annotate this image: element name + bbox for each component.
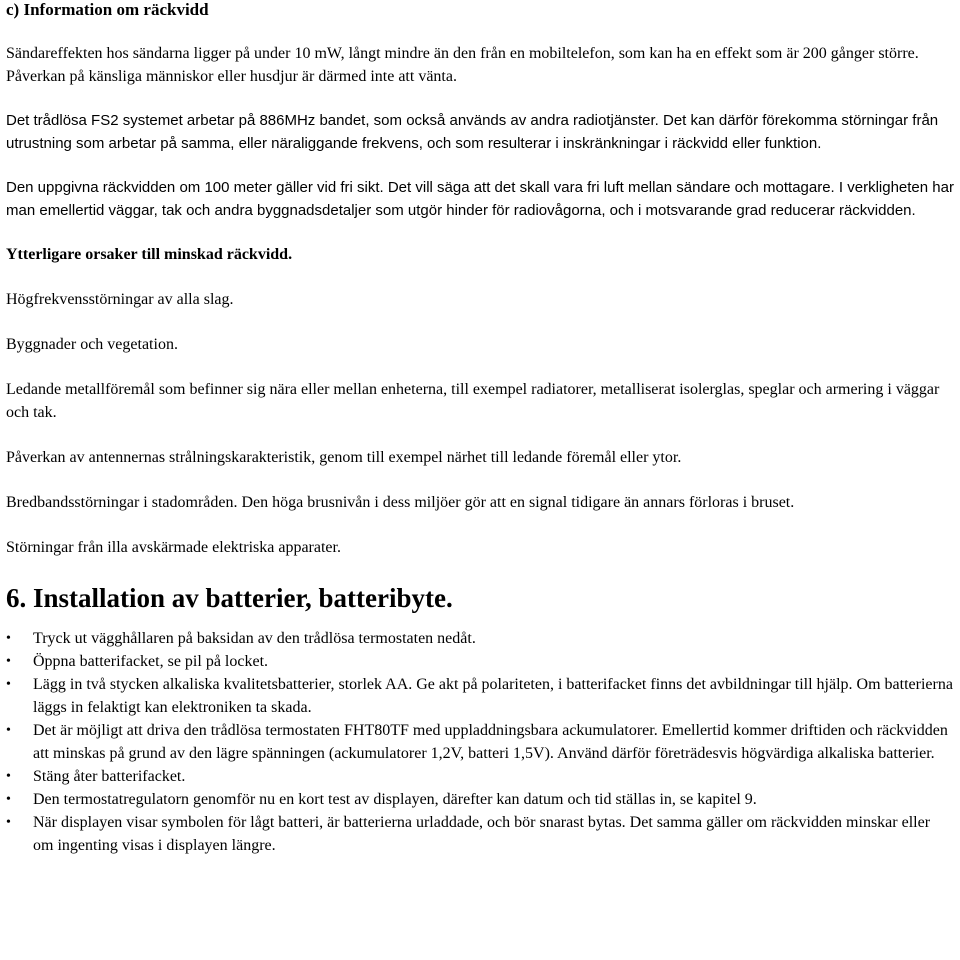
list-item bbox=[6, 650, 954, 673]
list-item-text: Det är möjligt att driva den trådlösa termostaten FHT80TF med uppladdningsbara ackumulatorer. Emellertid kommer driftiden och räckvidden att minskas på grund av den lägre spänningen (ackumulatorer 1,2V, batteri 1,5V). Använd därför företrädesvis högvärdiga alkaliska batterier. bbox=[33, 722, 948, 762]
bullet-icon: • bbox=[6, 769, 11, 784]
bullet-icon: • bbox=[6, 631, 11, 646]
battery-instructions-list bbox=[6, 627, 954, 857]
range-reasons-subheading: Ytterligare orsaker till minskad räckvidd. bbox=[6, 246, 293, 263]
bullet-icon: • bbox=[6, 792, 11, 807]
reason-item: Bredbandsstörningar i stadområden. Den höga brusnivån i dess miljöer gör att en signal tidigare än annars förloras i bruset. bbox=[6, 494, 795, 511]
reason-item: Ledande metallföremål som befinner sig nära eller mellan enheterna, till exempel radiatorer, metalliserat isolerglas, speglar och armering i väggar och tak. bbox=[6, 381, 940, 421]
paragraph-transmitter-power: Sändareffekten hos sändarna ligger på under 10 mW, långt mindre än den från en mobiltelefon, som kan ha en effekt som är 200 gånger större. Påverkan på känsliga människor eller husdjur är därmed inte att vänta. bbox=[6, 45, 919, 85]
reason-item: Störningar från illa avskärmade elektriska apparater. bbox=[6, 539, 341, 556]
list-item-text: Stäng åter batterifacket. bbox=[33, 768, 186, 785]
list-item bbox=[6, 627, 954, 650]
reason-item: Påverkan av antennernas strålningskarakteristik, genom till exempel närhet till ledande föremål eller ytor. bbox=[6, 449, 682, 466]
section-c-heading: c) Information om räckvidd bbox=[6, 0, 209, 19]
paragraph-range-statement: Den uppgivna räckvidden om 100 meter gäller vid fri sikt. Det vill säga att det skall vara fri luft mellan sändare och mottagare. I verkligheten har man emellertid väggar, tak och andra byggnadsdetaljer som utgör hinder för radiovågorna, och i motsvarande grad reducerar räckvidden. bbox=[6, 179, 954, 219]
list-item-text: Lägg in två stycken alkaliska kvalitetsbatterier, storlek AA. Ge akt på polariteten, i batterifacket finns det avbildningar till hjälp. Om batterierna läggs in felaktigt kan elektroniken ta skada. bbox=[33, 676, 953, 716]
list-item bbox=[6, 673, 954, 719]
list-item bbox=[6, 811, 954, 857]
list-item bbox=[6, 765, 954, 788]
list-item-text: När displayen visar symbolen för lågt batteri, är batterierna urladdade, och bör snarast bytas. Det samma gäller om räckvidden minskar eller om ingenting visas i displayen längre. bbox=[33, 814, 931, 854]
reason-item: Högfrekvensstörningar av alla slag. bbox=[6, 291, 234, 308]
bullet-icon: • bbox=[6, 723, 11, 738]
list-item-text: Den termostatregulatorn genomför nu en kort test av displayen, därefter kan datum och tid ställas in, se kapitel 9. bbox=[33, 791, 757, 808]
section-6-heading: 6. Installation av batterier, batteribyte. bbox=[6, 583, 453, 613]
list-item-text: Tryck ut vägghållaren på baksidan av den trådlösa termostaten nedåt. bbox=[33, 630, 476, 647]
list-item bbox=[6, 719, 954, 765]
paragraph-fs2-system: Det trådlösa FS2 systemet arbetar på 886MHz bandet, som också används av andra radiotjänster. Det kan därför förekomma störningar från utrustning som arbetar på samma, eller näraliggande frekvens, och som resulterar i inskränkningar i räckvidd eller funktion. bbox=[6, 112, 939, 152]
reason-item: Byggnader och vegetation. bbox=[6, 336, 178, 353]
list-item bbox=[6, 788, 954, 811]
bullet-icon: • bbox=[6, 815, 11, 830]
bullet-icon: • bbox=[6, 654, 11, 669]
bullet-icon: • bbox=[6, 677, 11, 692]
list-item-text: Öppna batterifacket, se pil på locket. bbox=[33, 653, 269, 670]
